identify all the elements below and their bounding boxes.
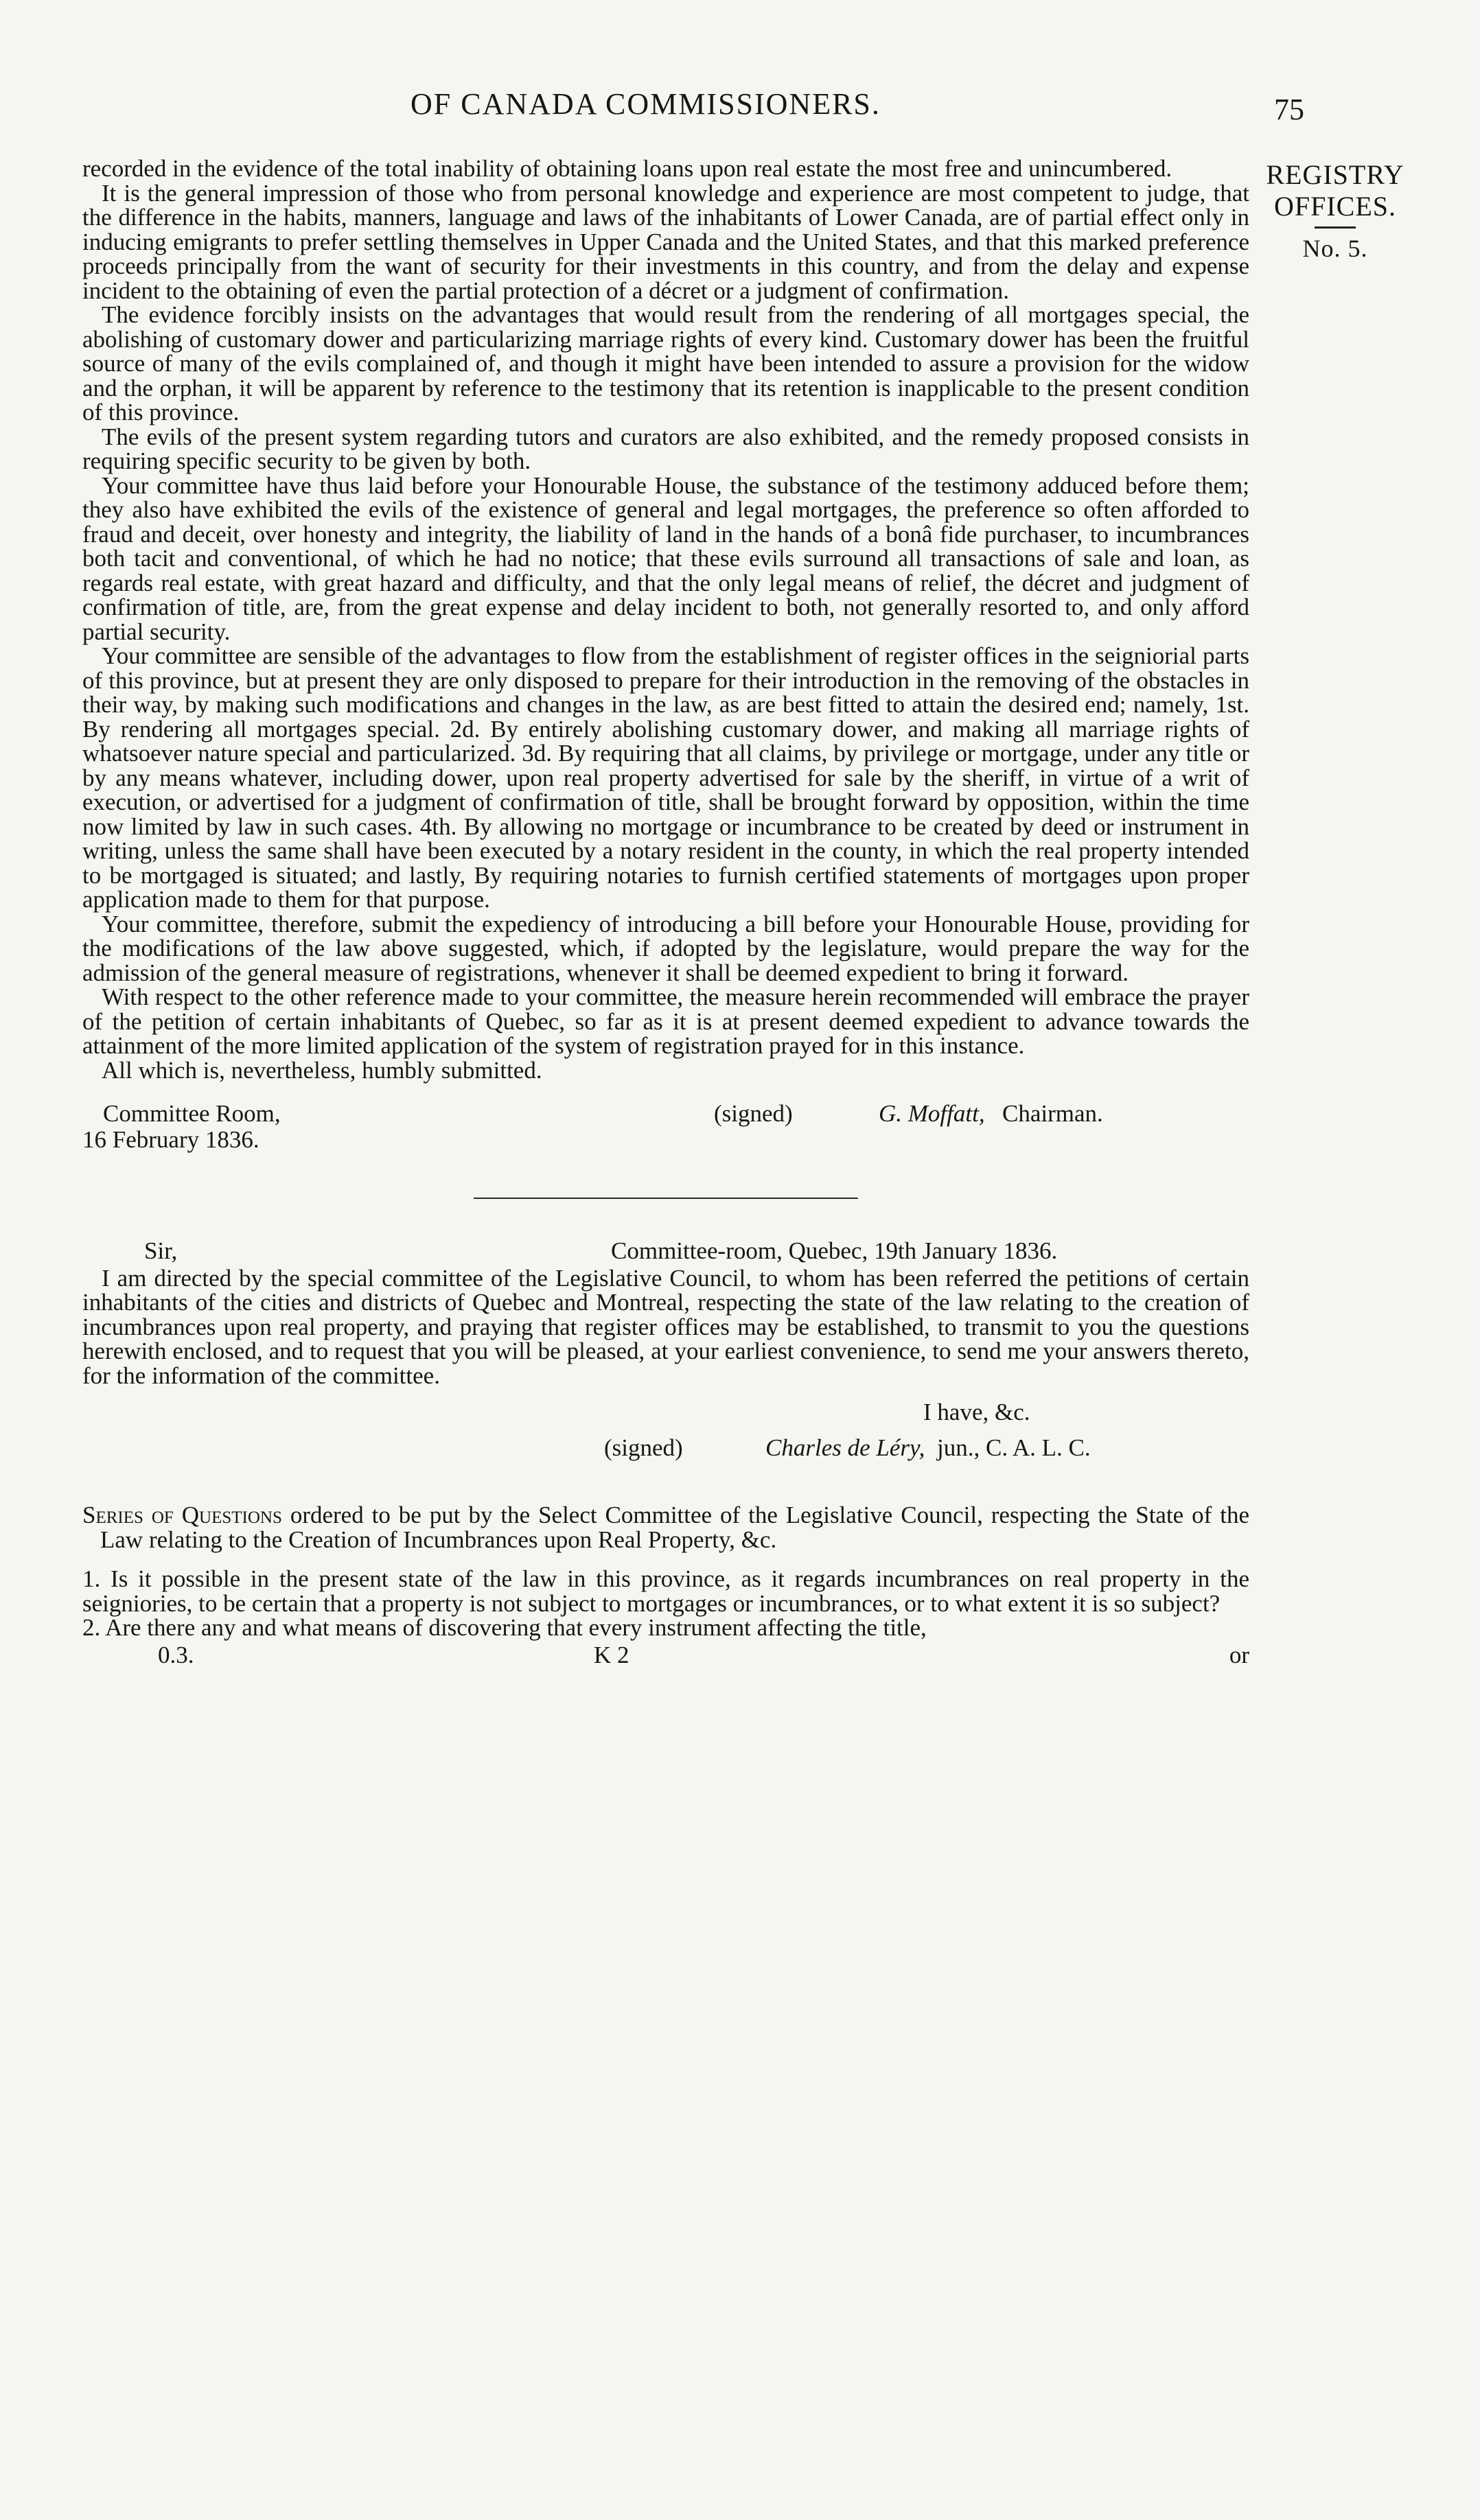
letter-signature-row	[82, 1436, 1249, 1462]
footer-signature-mark: 0.3.	[158, 1641, 194, 1668]
letter-signed: (signed)	[604, 1434, 683, 1461]
running-head	[89, 74, 1304, 129]
letter-closing: I have, &c.	[923, 1399, 1030, 1425]
question-item: 2. Are there any and what means of discovering that every instrument affecting the title,	[82, 1614, 927, 1641]
letter-signer-name: Charles de Léry,	[765, 1434, 925, 1461]
letter-heading-row	[82, 1239, 1249, 1266]
questions-heading	[82, 1503, 1249, 1552]
series-lead: Series of Questions	[82, 1502, 282, 1528]
paragraph: With respect to the other reference made to your committee, the measure herein recommended will embrace the prayer of the petition of certain inhabitants of Quebec, so far as it is at present deemed expedient to advance towards the attainment of the more limited application of the system of registration prayed for in this instance.	[82, 983, 1249, 1059]
paragraph: It is the general impression of those who from personal knowledge and experience are most competent to judge, that the difference in the habits, manners, language and laws of the inhabitants of Lower Canada, are of partial effect only in inducing emigrants to prefer settling themselves in Upper Canada and the United States, and that this marked preference proceeds principally from the want of security for their investments in this country, and from the delay and expense incident to the obtaining of even the partial protection of a décret or a judgment of confirmation.	[82, 179, 1249, 304]
letter-salutation: Sir,	[144, 1237, 178, 1264]
paragraph: Your committee have thus laid before your Honourable House, the substance of the testimony adduced before them; they also have exhibited the evils of the existence of general and legal mortgages, the preference so often afforded to fraud and deceit, over honesty and integrity, the liability of land in the hands of a bonâ fide purchaser, to incumbrances both tacit and conventional, of which he had no notice; that these evils surround all transactions of sale and loan, as regards real estate, with great hazard and difficulty, and that the only legal means of relief, the décret and judgment of confirmation of title, are, from the great expense and delay incident to both, not generally resorted to, and only afford partial security.	[82, 471, 1249, 645]
margin-note	[1263, 159, 1407, 264]
paragraph: Your committee, therefore, submit the expediency of introducing a bill before your Honourable House, providing for the modifications of the law above suggested, which, if adopted by the legislature, would prepare the way for the admission of the general measure of registrations, whenever it shall be deemed expedient to bring it forward.	[82, 910, 1249, 986]
question-item: 1. Is it possible in the present state of the law in this province, as it regards incumbrances on real property in the seigniories, to be certain that a property is not subject to mortgages or incumbrances, or to what extent it is so subject?	[82, 1565, 1249, 1617]
signoff-name: G. Moffatt,	[879, 1100, 985, 1127]
letter-heading: Committee-room, Quebec, 19th January 1836.	[611, 1237, 1058, 1264]
letter-closing-row	[82, 1400, 1249, 1426]
signoff-signed: (signed)	[714, 1100, 793, 1127]
signoff-row	[82, 1101, 1249, 1126]
series-text: ordered to be put by the Select Committee of the Legislative Council, respecting the State of the Law relating to the Creation of Incumbrances upon Real Property, &c.	[100, 1502, 1250, 1553]
margin-note-line2: OFFICES.	[1273, 191, 1397, 222]
paragraph: The evils of the present system regarding tutors and curators are also exhibited, and the remedy proposed consists in requiring specific security to be given by both.	[82, 423, 1249, 474]
paragraph: The evidence forcibly insists on the advantages that would result from the rendering of all mortgages special, the abolishing of customary dower and particularizing marriage rights of every kind. Customary dower has been the fruitful source of many of the evils complained of, and though it might have been intended to assure a provision for the widow and the orphan, it will be apparent by reference to the testimony that its retention is inapplicable to the present condition of this province.	[82, 301, 1249, 425]
series-paragraph	[82, 1503, 1249, 1552]
signoff-place: Committee Room,	[103, 1100, 281, 1127]
letter-signer-suffix: jun., C. A. L. C.	[937, 1434, 1091, 1461]
signoff-role: Chairman.	[1002, 1100, 1103, 1127]
page-number: 75	[1274, 93, 1304, 126]
paragraph: recorded in the evidence of the total inability of obtaining loans upon real estate the most free and unincumbered.	[82, 155, 1172, 182]
footer-catchword: or	[1229, 1641, 1249, 1668]
signoff-date: 16 February 1836.	[82, 1126, 259, 1153]
running-title: OF CANADA COMMISSIONERS.	[411, 87, 881, 121]
margin-note-line1: REGISTRY	[1266, 159, 1404, 190]
section-divider	[474, 1198, 858, 1199]
margin-note-number: No. 5.	[1302, 235, 1368, 262]
page-footer	[82, 1643, 1249, 1670]
footer-gathering-mark: K 2	[594, 1641, 629, 1668]
paragraph: All which is, nevertheless, humbly submitted.	[102, 1056, 542, 1084]
margin-rule	[1315, 226, 1356, 229]
letter-body: I am directed by the special committee of the Legislative Council, to whom has been referred the petitions of certain inhabitants of the cities and districts of Quebec and Montreal, respecting the state of the law relating to the creation of incumbrances upon real property, and praying that register offices may be established, to transmit to you the questions herewith enclosed, and to request that you will be pleased, at your earliest convenience, to send me your answers thereto, for the information of the committee.	[82, 1264, 1249, 1389]
questions-list	[82, 1567, 1249, 1640]
paragraph: Your committee are sensible of the advantages to flow from the establishment of register offices in the seigniorial parts of this province, but at present they are only disposed to prepare for their introduction in the removing of the obstacles in their way, by making such modifications and changes in the law, as are best fitted to attain the desired end; namely, 1st. By rendering all mortgages special. 2d. By entirely abolishing customary dower, and making all marriage rights of whatsoever nature special and particularized. 3d. By requiring that all claims, by privilege or mortgage, under any title or by any means whatever, including dower, upon real property advertised for sale by the sheriff, in virtue of a writ of execution, or advertised for a judgment of confirmation of title, shall be brought forward by opposition, within the time now limited by law in such cases. 4th. By allowing no mortgage or incumbrance to be created by deed or instrument in writing, unless the same shall have been executed by a notary resident in the county, in which the real property intended to be mortgaged is situated; and lastly, By requiring notaries to furnish certified statements of mortgages upon proper application made to them for that purpose.	[82, 642, 1249, 913]
body-text	[82, 156, 1249, 1670]
